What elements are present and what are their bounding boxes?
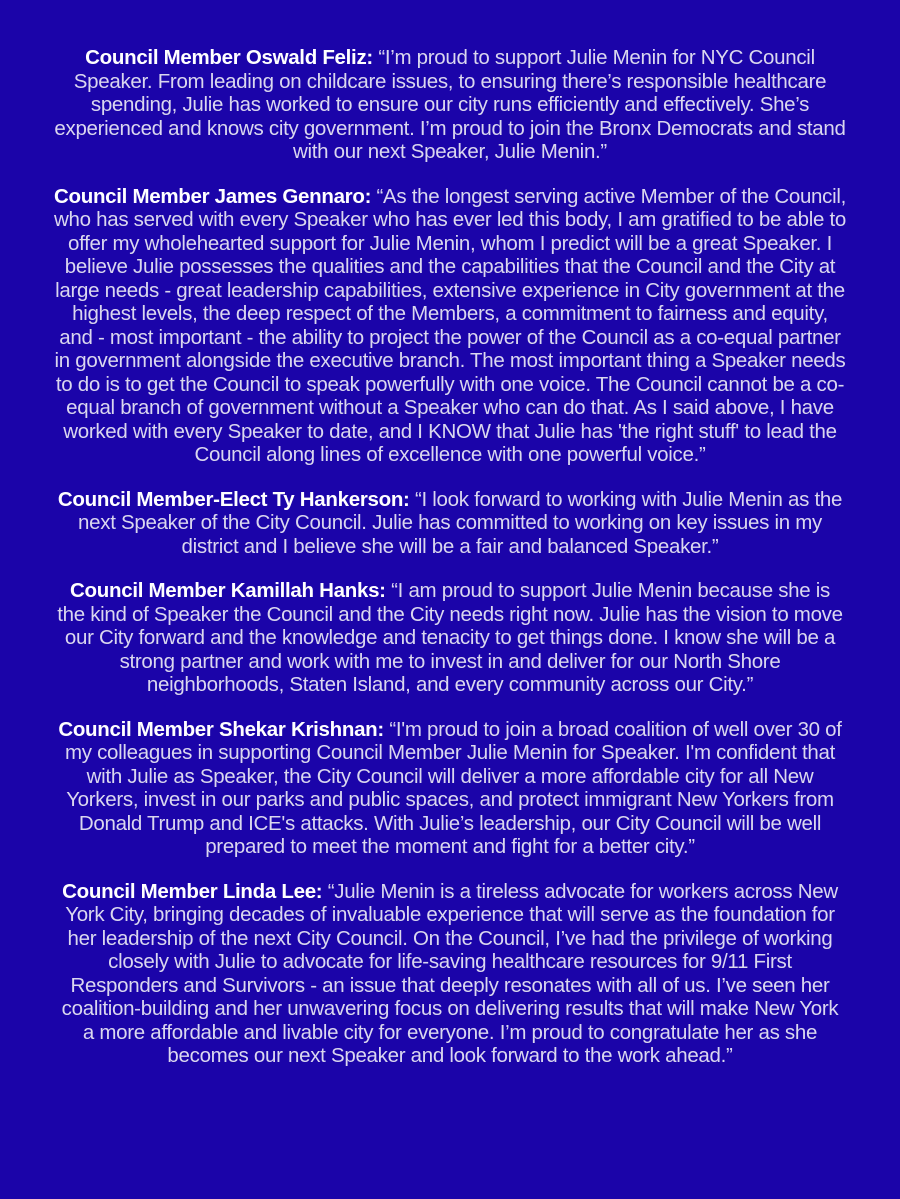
- quote-text: “Julie Menin is a tireless advocate for workers across New York City, bringing decades of invaluable experience that will serve as the foundation for her leadership of the next City Council. On the Council, I’ve had the privilege of working closely with Julie to advocate for life-saving healthcare resources for 9/11 First Responders and Survivors - an issue that deeply resonates with all of us. I’ve seen her coalition-building and her unwavering focus on delivering results that will make New York a more affordable and livable city for everyone. I’m proud to congratulate her as she becomes our next Speaker and look forward to the work ahead.”: [61, 879, 839, 1067]
- speaker-name: Council Member Oswald Feliz:: [85, 46, 373, 69]
- quote-text: “I'm proud to join a broad coalition of well over 30 of my colleagues in supporting Council Member Julie Menin for Speaker. I'm confident that with Julie as Speaker, the City Council will deliver a more affordable city for all New Yorkers, invest in our parks and public spaces, and protect immigrant New Yorkers from Donald Trump and ICE's attacks. With Julie’s leadership, our City Council will be well prepared to meet the moment and fight for a better city.”: [64, 717, 842, 858]
- statement: [54, 579, 846, 697]
- quote-text: “As the longest serving active Member of the Council, who has served with every Speaker who has ever led this body, I am gratified to be able to offer my wholehearted support for Julie Menin, whom I predict will be a great Speaker. I believe Julie possesses the qualities and the capabilities that the Council and the City at large needs - great leadership capabilities, extensive experience in City government at the highest levels, the deep respect of the Members, a commitment to fairness and equity, and - most important - the ability to project the power of the Council as a co-equal partner in government alongside the executive branch. The most important thing a Speaker needs to do is to get the Council to speak powerfully with one voice. The Council cannot be a co-equal branch of government without a Speaker who can do that. As I said above, I have worked with every Speaker to date, and I KNOW that Julie has 'the right stuff' to lead the Council along lines of excellence with one powerful voice.”: [54, 184, 847, 466]
- statement: [54, 46, 846, 164]
- speaker-name: Council Member James Gennaro:: [54, 184, 372, 208]
- statement: [54, 880, 846, 1068]
- speaker-name: Council Member-Elect Ty Hankerson:: [57, 487, 410, 511]
- quote-text: “I look forward to working with Julie Menin as the next Speaker of the City Council. Julie has committed to working on key issues in my district and I believe she will be a fair and balanced Speaker.”: [78, 487, 843, 558]
- quote-text: “I am proud to support Julie Menin because she is the kind of Speaker the Council and the City needs right now. Julie has the vision to move our City forward and the knowledge and tenacity to get things done. I know she will be a strong partner and work with me to invest in and deliver for our North Shore neighborhoods, Staten Island, and every community across our City.”: [57, 579, 843, 696]
- statement: [54, 185, 846, 467]
- quote-text: “I’m proud to support Julie Menin for NYC Council Speaker. From leading on childcare issues, to ensuring there’s responsible healthcare spending, Julie has worked to ensure our city runs efficiently and effectively. She’s experienced and knows city government. I’m proud to join the Bronx Democrats and stand with our next Speaker, Julie Menin.”: [54, 46, 846, 163]
- statement: [54, 718, 846, 859]
- speaker-name: Council Member Kamillah Hanks:: [70, 579, 386, 602]
- statement: [54, 488, 846, 559]
- speaker-name: Council Member Linda Lee:: [62, 879, 323, 903]
- speaker-name: Council Member Shekar Krishnan:: [58, 717, 384, 741]
